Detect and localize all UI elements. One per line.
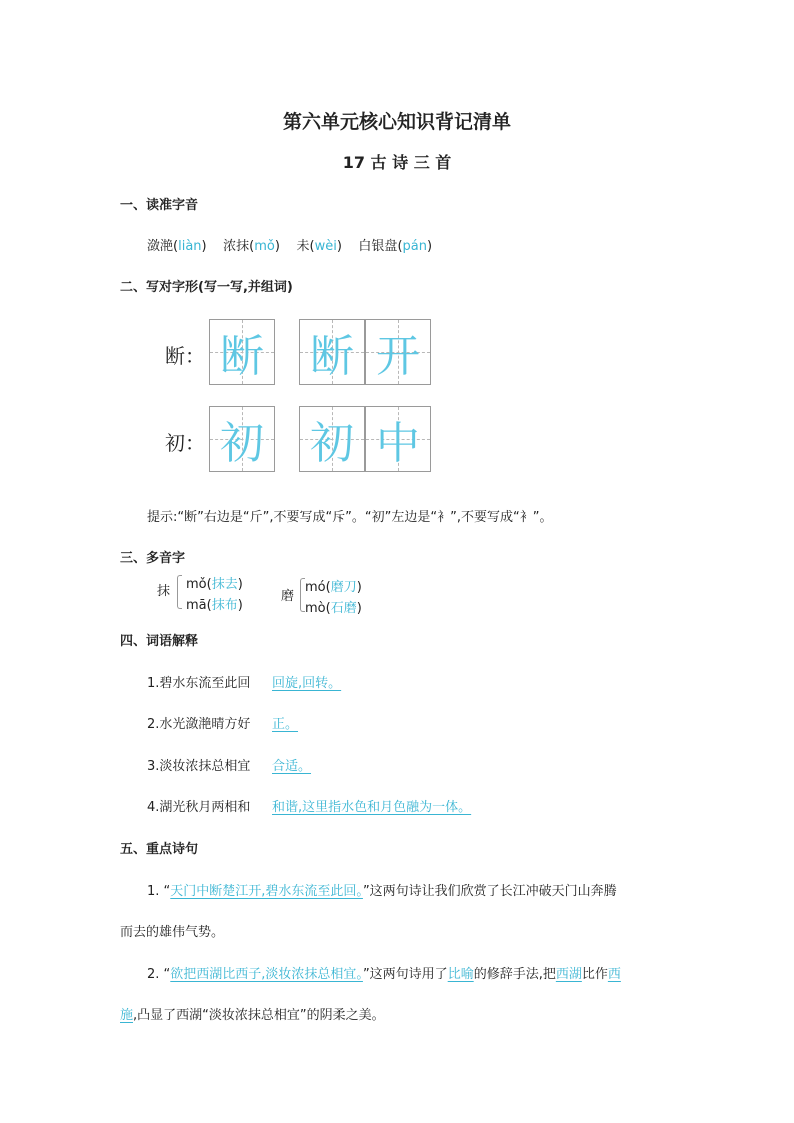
section-4-heading: 四、词语解释 bbox=[120, 634, 199, 649]
word: 白银盘 bbox=[358, 239, 398, 254]
char: 断 bbox=[310, 331, 354, 382]
char: 初 bbox=[310, 418, 354, 469]
definition: 回旋,回转。 bbox=[272, 676, 342, 691]
poem-paragraph-2: 2. “欲把西湖比西子,淡妆浓抹总相宜。”这两句诗用了比喻的修辞手法,把西湖比作西 bbox=[147, 967, 621, 982]
reading: mā(抹布) bbox=[186, 598, 243, 613]
section-2-heading: 二、写对字形(写一写,并组词) bbox=[120, 280, 293, 295]
writing-grid-box bbox=[209, 406, 275, 472]
definition: 正。 bbox=[272, 717, 299, 732]
pinyin: mǒ bbox=[254, 239, 275, 254]
lesson-title: 17 古 诗 三 首 bbox=[342, 153, 452, 172]
section-5-heading: 五、重点诗句 bbox=[120, 842, 199, 857]
word: 潋滟 bbox=[147, 239, 174, 254]
pronunciation-list: 潋滟(liàn) 浓抹(mǒ) 未(wèi) 白银盘(pán) bbox=[147, 239, 433, 254]
reading: mó(磨刀) bbox=[305, 580, 362, 595]
word: 浓抹 bbox=[223, 239, 250, 254]
polyphone-char: 抹 bbox=[157, 584, 171, 599]
key-verse: 欲把西湖比西子,淡妆浓抹总相宜。 bbox=[170, 967, 363, 982]
pinyin: wèi bbox=[314, 239, 337, 254]
polyphone-char: 磨 bbox=[281, 589, 295, 604]
section-3-heading: 三、多音字 bbox=[120, 551, 186, 566]
word: 未 bbox=[296, 239, 310, 254]
page-title: 第六单元核心知识背记清单 bbox=[282, 111, 511, 133]
poem-paragraph-1-cont: 而去的雄伟气势。 bbox=[120, 925, 225, 940]
definition: 合适。 bbox=[272, 759, 312, 774]
writing-grid-box bbox=[209, 319, 275, 385]
writing-grid-box bbox=[299, 406, 365, 472]
char-label: 初： bbox=[165, 431, 205, 455]
brace bbox=[177, 575, 182, 609]
writing-grid-box bbox=[299, 319, 365, 385]
section-1-heading: 一、读准字音 bbox=[120, 198, 199, 213]
writing-grid-box bbox=[365, 406, 431, 472]
term: 3.淡妆浓抹总相宜 bbox=[147, 759, 251, 774]
definition: 和谐,这里指水色和月色融为一体。 bbox=[272, 800, 472, 815]
poem-paragraph-2-cont: 施,凸显了西湖“淡妆浓抹总相宜”的阴柔之美。 bbox=[120, 1008, 385, 1023]
pinyin: pán bbox=[402, 239, 427, 254]
char: 初 bbox=[220, 418, 264, 469]
reading: mǒ(抹去) bbox=[186, 577, 243, 592]
term: 4.湖光秋月两相和 bbox=[147, 800, 251, 815]
writing-grid-box bbox=[365, 319, 431, 385]
pinyin: liàn bbox=[178, 239, 202, 254]
term: 1.碧水东流至此回 bbox=[147, 676, 251, 691]
term: 2.水光潋滟晴方好 bbox=[147, 717, 251, 732]
char: 断 bbox=[220, 331, 264, 382]
writing-tip: 提示:“断”右边是“斤”,不要写成“斥”。“初”左边是“衤”,不要写成“衤”。 bbox=[147, 510, 553, 525]
key-verse: 天门中断楚江开,碧水东流至此回。 bbox=[170, 884, 363, 899]
char: 开 bbox=[376, 331, 420, 382]
char: 中 bbox=[376, 418, 420, 469]
reading: mò(石磨) bbox=[305, 601, 362, 616]
poem-paragraph-1: 1. “天门中断楚江开,碧水东流至此回。”这两句诗让我们欣赏了长江冲破天门山奔腾 bbox=[147, 884, 617, 899]
char-label: 断： bbox=[165, 344, 205, 368]
